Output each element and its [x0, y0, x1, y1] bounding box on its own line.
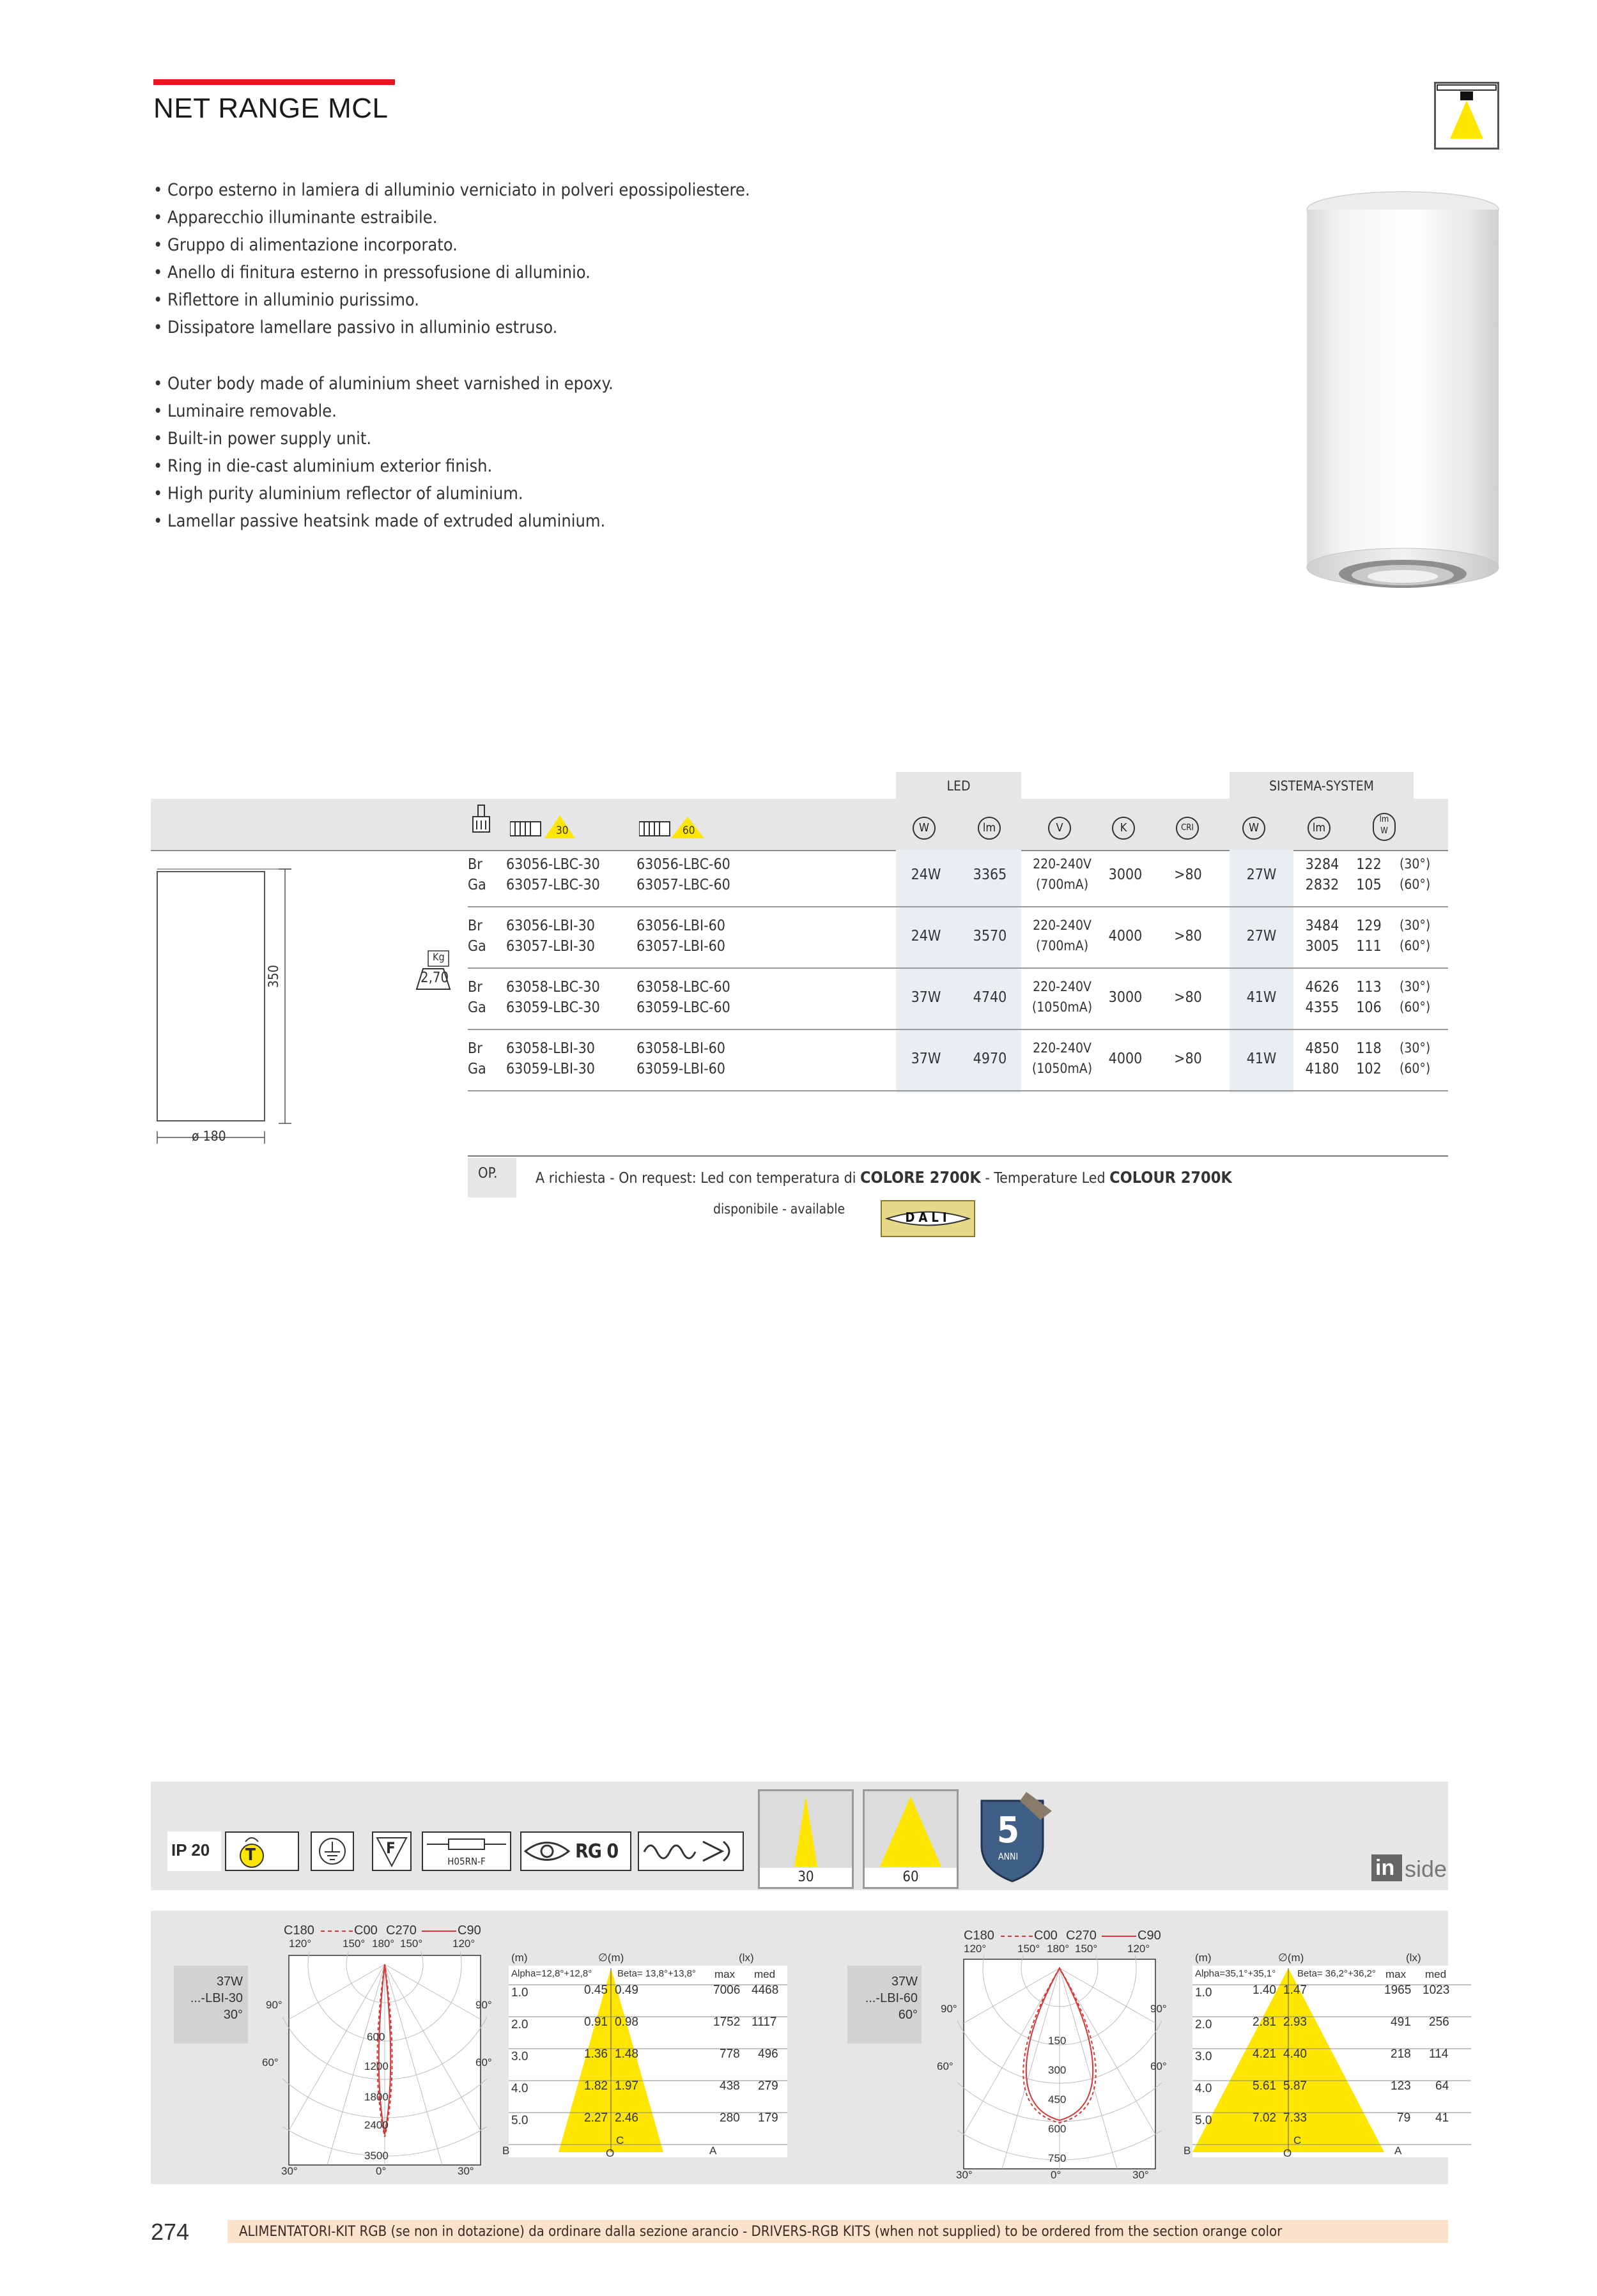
polar-angle: 90°: [941, 2003, 957, 2015]
bullet-it-2: • Apparecchio illuminante estraibile.: [153, 208, 438, 227]
beam-60-label: 60: [683, 824, 695, 837]
lmw-30: 118: [1356, 1040, 1382, 1057]
bullet-it-1: • Corpo esterno in lamiera di alluminio verniciato in polveri epossipoliestere.: [153, 180, 750, 200]
illuminance-cone: [509, 1966, 787, 2157]
code-30-br: 63056-LBI-30: [506, 918, 595, 934]
bullet-it-6: • Dissipatore lamellare passivo in alluminio estruso.: [153, 318, 558, 337]
legend-c90: C90: [1138, 1929, 1161, 1943]
polar-angle: 30°: [956, 2169, 973, 2181]
cone-med: 64: [1435, 2079, 1449, 2093]
cone-med: 279: [758, 2079, 778, 2093]
cone-max: 1965: [1384, 1984, 1412, 1997]
kelvin: 3000: [1108, 867, 1143, 883]
cone-max: 1752: [713, 2015, 741, 2029]
legend-c270: C270: [386, 1923, 417, 1938]
polar-angle: 90°: [1150, 2003, 1167, 2015]
code-60-br: 63058-LBI-60: [636, 1040, 725, 1057]
system-lumen-30: 3484: [1305, 918, 1339, 934]
cone-med: 41: [1435, 2111, 1449, 2125]
options-tag: OP.: [478, 1166, 498, 1182]
legend-c180-line: [321, 1930, 353, 1932]
cone-m: 5.0: [511, 2114, 528, 2127]
dali-text: DALI: [905, 1210, 951, 1225]
polar-angle: 150°: [343, 1938, 366, 1950]
cone-m: 1.0: [1195, 1986, 1212, 1999]
t-mark-icon: [225, 1831, 299, 1871]
cone-m: 1.0: [511, 1986, 528, 1999]
cone-d1: 7.02: [1253, 2111, 1276, 2125]
bullet-it-3: • Gruppo di alimentazione incorporato.: [153, 235, 458, 255]
finish-ga: Ga: [468, 877, 486, 893]
beam-60-icon: [639, 814, 709, 840]
code-60-ga: 63059-LBI-60: [636, 1061, 725, 1077]
lmw-30: 129: [1356, 918, 1382, 934]
code-60-ga: 63059-LBC-60: [636, 999, 730, 1016]
cone-head-lx: (lx): [1406, 1952, 1421, 1964]
cone-d1: 2.27: [584, 2111, 608, 2125]
current: (1050mA): [1031, 1061, 1093, 1076]
bullet-en-6: • Lamellar passive heatsink made of extruded aluminium.: [153, 511, 606, 531]
voltage: 220-240V: [1033, 918, 1092, 933]
photo-label-angle: 30°: [223, 2008, 243, 2022]
cone-beta: Beta= 36,2°+36,2°: [1297, 1968, 1376, 1979]
finish-br: Br: [468, 918, 482, 934]
polar-angle: 120°: [452, 1938, 475, 1950]
cone-d2: 7.33: [1283, 2111, 1307, 2125]
warranty-sub: ANNI: [998, 1852, 1019, 1862]
system-watt: 41W: [1246, 989, 1277, 1006]
polar-angle: 120°: [289, 1938, 312, 1950]
kelvin: 4000: [1108, 1051, 1143, 1067]
cone-head-m: (m): [1195, 1952, 1212, 1964]
cone-col-med: med: [754, 1968, 776, 1980]
height-dimension: 350: [266, 964, 281, 988]
voltage: 220-240V: [1033, 1040, 1092, 1056]
bullet-it-5: • Riflettore in alluminio purissimo.: [153, 290, 420, 310]
ip20-text: IP 20: [171, 1840, 210, 1860]
system-group-label: SISTEMA-SYSTEM: [1269, 778, 1374, 794]
code-60-ga: 63057-LBC-60: [636, 877, 730, 893]
weight-unit: Kg: [433, 951, 445, 963]
dimming-icon: [638, 1831, 744, 1871]
cone-m: 3.0: [511, 2050, 528, 2063]
cone-d2: 1.97: [615, 2079, 638, 2093]
cable-text: H05RN-F: [447, 1856, 486, 1867]
polar-ring-value: 750: [1048, 2152, 1067, 2164]
polar-angle: 30°: [281, 2165, 298, 2177]
page-number: 274: [151, 2219, 190, 2245]
polar-angle: 30°: [458, 2165, 474, 2177]
cone-label-b: B: [1184, 2145, 1191, 2157]
page-title: NET RANGE MCL: [153, 93, 389, 124]
row-divider: [468, 1090, 1448, 1091]
rg0-text: RG 0: [575, 1840, 619, 1863]
beam-30-label: 30: [556, 824, 569, 837]
beam-30-icon: [510, 814, 580, 840]
cone-m: 5.0: [1195, 2114, 1212, 2127]
angle-60: (60°): [1400, 877, 1431, 892]
led-watt: 24W: [911, 928, 941, 944]
colour-2700-en: COLOUR 2700K: [1109, 1168, 1232, 1187]
beam-30-text: 30: [798, 1869, 814, 1885]
polar-ring-value: 600: [1048, 2123, 1067, 2135]
system-lumen-60: 4180: [1305, 1061, 1339, 1077]
dimension-drawing: [151, 856, 304, 1150]
available-label: disponibile - available: [713, 1201, 845, 1217]
lmw-top: lm: [1379, 815, 1389, 824]
cone-med: 1117: [752, 2015, 777, 2029]
polar-ring-value: 3500: [364, 2150, 389, 2162]
bullet-en-5: • High purity aluminium reflector of aluminium.: [153, 484, 523, 504]
lmw-60: 105: [1356, 877, 1382, 893]
cone-d1: 1.36: [584, 2047, 608, 2061]
finish-ga: Ga: [468, 999, 486, 1016]
lmw-60: 106: [1356, 999, 1382, 1016]
diameter-dimension: ø 180: [192, 1129, 226, 1144]
code-30-br: 63056-LBC-30: [506, 856, 600, 873]
cone-head-d: ∅(m): [1278, 1952, 1304, 1964]
code-30-ga: 63057-LBI-30: [506, 938, 595, 955]
angle-60: (60°): [1400, 938, 1431, 953]
finish-ga: Ga: [468, 1061, 486, 1077]
cone-m: 3.0: [1195, 2050, 1212, 2063]
cone-label-a: A: [709, 2145, 717, 2157]
kelvin-icon: K: [1112, 817, 1135, 840]
cone-label-o: O: [1283, 2147, 1292, 2159]
code-60-br: 63058-LBC-60: [636, 979, 730, 996]
current: (700mA): [1035, 877, 1089, 892]
code-30-br: 63058-LBI-30: [506, 1040, 595, 1057]
code-30-ga: 63059-LBI-30: [506, 1061, 595, 1077]
footer-note: ALIMENTATORI-KIT RGB (se non in dotazione) da ordinare dalla sezione arancio - DRIVERS-RGB KITS (when not supplied) to be ordered from the section orange color: [239, 2224, 1283, 2240]
system-lumen-30: 3284: [1305, 856, 1339, 873]
cone-max: 123: [1391, 2079, 1411, 2093]
cone-d2: 0.49: [615, 1984, 638, 1997]
cone-d2: 1.47: [1283, 1984, 1307, 1997]
lamp-icon: [470, 804, 492, 836]
cone-max: 438: [720, 2079, 740, 2093]
kelvin: 4000: [1108, 928, 1143, 944]
bullet-en-3: • Built-in power supply unit.: [153, 429, 372, 449]
code-30-ga: 63057-LBC-30: [506, 877, 600, 893]
cone-label-o: O: [606, 2147, 615, 2159]
cone-d2: 1.48: [615, 2047, 638, 2061]
inside-logo: [1371, 1853, 1448, 1885]
polar-angle: 0°: [376, 2165, 387, 2177]
cone-alpha: Alpha=12,8°+12,8°: [511, 1968, 592, 1979]
polar-angle: 60°: [475, 2056, 492, 2069]
cone-col-max: max: [1385, 1968, 1407, 1980]
angle-30: (30°): [1400, 979, 1431, 994]
rg0-icon: [520, 1831, 631, 1871]
polar-ring-value: 1200: [364, 2060, 389, 2072]
cone-m: 4.0: [1195, 2082, 1212, 2095]
photo-label-code: ...-LBI-30: [190, 1991, 243, 2005]
photo-label-watt: 37W: [216, 1975, 243, 1989]
polar-angle: 60°: [262, 2056, 279, 2069]
cone-max: 218: [1391, 2047, 1411, 2061]
polar-angle: 150°: [400, 1938, 423, 1950]
t-mark-text: T: [245, 1845, 256, 1865]
voltage: 220-240V: [1033, 856, 1092, 872]
polar-angle: 180°: [372, 1938, 395, 1950]
code-60-ga: 63057-LBI-60: [636, 938, 725, 955]
led-lumen: 4970: [973, 1051, 1007, 1067]
angle-30: (30°): [1400, 856, 1431, 872]
legend-c90-line: [1102, 1936, 1136, 1937]
cone-max: 491: [1391, 2015, 1411, 2029]
inside-logo-side: side: [1405, 1856, 1447, 1882]
cone-med: 496: [758, 2047, 778, 2061]
angle-30: (30°): [1400, 918, 1431, 933]
cone-med: 4468: [752, 1984, 779, 1997]
cone-col-max: max: [714, 1968, 736, 1980]
cone-d1: 1.82: [584, 2079, 608, 2093]
ceiling-mount-icon: [1434, 82, 1499, 150]
cone-d1: 0.91: [584, 2015, 608, 2029]
led-lumen: 4740: [973, 989, 1007, 1006]
led-lumen: 3365: [973, 867, 1007, 883]
weight-value: 2,70: [420, 970, 449, 986]
cone-d1: 2.81: [1253, 2015, 1276, 2029]
system-lumen-60: 4355: [1305, 999, 1339, 1016]
system-watt: 41W: [1246, 1051, 1277, 1067]
polar-angle: 180°: [1047, 1943, 1070, 1955]
polar-ring-value: 300: [1048, 2064, 1067, 2076]
warranty-number: 5: [997, 1810, 1020, 1851]
cone-d1: 4.21: [1253, 2047, 1276, 2061]
voltage: 220-240V: [1033, 979, 1092, 994]
system-watt-icon: W: [1242, 817, 1265, 840]
polar-angle: 90°: [475, 1999, 492, 2011]
finish-br: Br: [468, 1040, 482, 1057]
polar-angle: 30°: [1132, 2169, 1149, 2181]
system-lumen-60: 2832: [1305, 877, 1339, 893]
cone-med: 256: [1429, 2015, 1449, 2029]
cone-head-m: (m): [511, 1952, 528, 1964]
cable-icon: [422, 1831, 511, 1871]
cone-head-lx: (lx): [739, 1952, 754, 1964]
bullet-it-4: • Anello di finitura esterno in pressofusione di alluminio.: [153, 263, 590, 282]
cri: >80: [1174, 989, 1202, 1006]
led-watt: 37W: [911, 989, 941, 1006]
cone-label-c: C: [1293, 2134, 1302, 2146]
cone-max: 778: [720, 2047, 740, 2061]
cone-d2: 5.87: [1283, 2079, 1307, 2093]
lmw-60: 111: [1356, 938, 1382, 955]
code-30-br: 63058-LBC-30: [506, 979, 600, 996]
photo-label-watt: 37W: [891, 1975, 918, 1989]
cone-d2: 2.46: [615, 2111, 638, 2125]
led-group-label: LED: [946, 778, 971, 794]
cone-label-b: B: [502, 2145, 510, 2157]
beam-30-badge: [758, 1789, 854, 1889]
cone-m: 2.0: [511, 2018, 528, 2031]
system-watt: 27W: [1246, 928, 1277, 944]
cri: >80: [1174, 928, 1202, 944]
cri: >80: [1174, 867, 1202, 883]
cone-d1: 1.40: [1253, 1984, 1276, 1997]
row-divider: [468, 967, 1448, 969]
angle-60: (60°): [1400, 1061, 1431, 1076]
cri-icon: CRI: [1176, 817, 1199, 840]
polar-ring-value: 150: [1048, 2035, 1067, 2047]
row-divider: [468, 1029, 1448, 1030]
system-lumen-60: 3005: [1305, 938, 1339, 955]
cone-col-med: med: [1425, 1968, 1447, 1980]
earth-icon: [311, 1831, 354, 1871]
dali-logo: [881, 1200, 975, 1237]
cone-beta: Beta= 13,8°+13,8°: [617, 1968, 696, 1979]
legend-c00: C00: [1034, 1929, 1058, 1943]
code-60-br: 63056-LBI-60: [636, 918, 725, 934]
current: (700mA): [1035, 938, 1089, 953]
system-watt: 27W: [1246, 867, 1277, 883]
polar-angle: 120°: [964, 1943, 987, 1955]
polar-ring-value: 2400: [364, 2119, 389, 2131]
request-prefix: A richiesta - On request: Led con temperatura di: [536, 1170, 861, 1187]
cone-d1: 5.61: [1253, 2079, 1276, 2093]
polar-ring-value: 450: [1048, 2093, 1067, 2106]
polar-angle: 120°: [1127, 1943, 1150, 1955]
beam-60-badge: [863, 1789, 959, 1889]
finish-ga: Ga: [468, 938, 486, 955]
cone-d2: 0.98: [615, 2015, 638, 2029]
legend-c90-line: [422, 1930, 456, 1932]
ip20-badge: [167, 1831, 221, 1871]
cone-med: 114: [1429, 2047, 1449, 2061]
watt-icon: W: [913, 817, 936, 840]
polar-angle: 0°: [1051, 2169, 1061, 2181]
system-lumen-icon: lm: [1308, 817, 1331, 840]
legend-c00: C00: [354, 1923, 378, 1938]
options-request-line: [536, 1168, 1232, 1187]
polar-angle: 150°: [1017, 1943, 1040, 1955]
cone-label-a: A: [1394, 2145, 1402, 2157]
code-30-ga: 63059-LBC-30: [506, 999, 600, 1016]
bullet-en-4: • Ring in die-cast aluminium exterior finish.: [153, 456, 493, 476]
polar-angle: 60°: [937, 2060, 953, 2072]
led-watt: 24W: [911, 867, 941, 883]
row-divider: [468, 906, 1448, 907]
polar-angle: 150°: [1075, 1943, 1098, 1955]
request-mid: - Temperature Led: [980, 1170, 1110, 1187]
product-photo: [1297, 184, 1508, 606]
lumen-per-watt-icon: [1373, 813, 1396, 841]
finish-br: Br: [468, 856, 482, 873]
volt-icon: V: [1048, 817, 1071, 840]
lmw-60: 102: [1356, 1061, 1382, 1077]
cone-d1: 0.45: [584, 1984, 608, 1997]
cone-alpha: Alpha=35,1°+35,1°: [1195, 1968, 1276, 1979]
beam-60-text: 60: [902, 1869, 919, 1885]
polar-ring-value: 600: [367, 2031, 385, 2043]
bullet-en-2: • Luminaire removable.: [153, 401, 337, 421]
cone-d2: 2.93: [1283, 2015, 1307, 2029]
cone-m: 2.0: [1195, 2018, 1212, 2031]
cone-d2: 4.40: [1283, 2047, 1307, 2061]
led-lumen: 3570: [973, 928, 1007, 944]
code-60-br: 63056-LBC-60: [636, 856, 730, 873]
inside-logo-in: in: [1375, 1856, 1395, 1880]
cone-med: 179: [758, 2111, 778, 2125]
legend-c180: C180: [284, 1923, 314, 1938]
lumen-icon: lm: [978, 817, 1001, 840]
angle-60: (60°): [1400, 999, 1431, 1015]
lmw-bottom: W: [1380, 826, 1388, 836]
title-accent-bar: [153, 79, 395, 85]
f-mark-text: F: [386, 1839, 396, 1857]
legend-c270: C270: [1066, 1929, 1097, 1943]
photo-label-angle: 60°: [898, 2008, 918, 2022]
options-rule: [468, 1155, 1448, 1157]
polar-angle: 60°: [1150, 2060, 1167, 2072]
kelvin: 3000: [1108, 989, 1143, 1006]
cri: >80: [1174, 1051, 1202, 1067]
cone-max: 7006: [713, 1984, 741, 1997]
polar-ring-value: 1800: [364, 2091, 389, 2103]
current: (1050mA): [1031, 999, 1093, 1015]
cone-m: 4.0: [511, 2082, 528, 2095]
polar-angle: 90°: [266, 1999, 282, 2011]
lmw-30: 122: [1356, 856, 1382, 873]
cone-med: 1023: [1423, 1984, 1450, 1997]
legend-c180-line: [1001, 1936, 1033, 1937]
cone-max: 280: [720, 2111, 740, 2125]
photo-label-code: ...-LBI-60: [865, 1991, 918, 2005]
led-watt: 37W: [911, 1051, 941, 1067]
f-mark-icon: [372, 1831, 412, 1871]
legend-c180: C180: [964, 1929, 994, 1943]
warranty-5-years-icon: [969, 1788, 1056, 1884]
angle-30: (30°): [1400, 1040, 1431, 1056]
system-lumen-30: 4626: [1305, 979, 1339, 996]
system-lumen-30: 4850: [1305, 1040, 1339, 1057]
lmw-30: 113: [1356, 979, 1382, 996]
bullet-en-1: • Outer body made of aluminium sheet varnished in epoxy.: [153, 374, 613, 394]
cone-head-d: ∅(m): [598, 1952, 624, 1964]
cone-max: 79: [1397, 2111, 1411, 2125]
finish-br: Br: [468, 979, 482, 996]
cone-label-c: C: [616, 2134, 624, 2146]
legend-c90: C90: [458, 1923, 481, 1938]
colour-2700-it: COLORE 2700K: [860, 1168, 981, 1187]
